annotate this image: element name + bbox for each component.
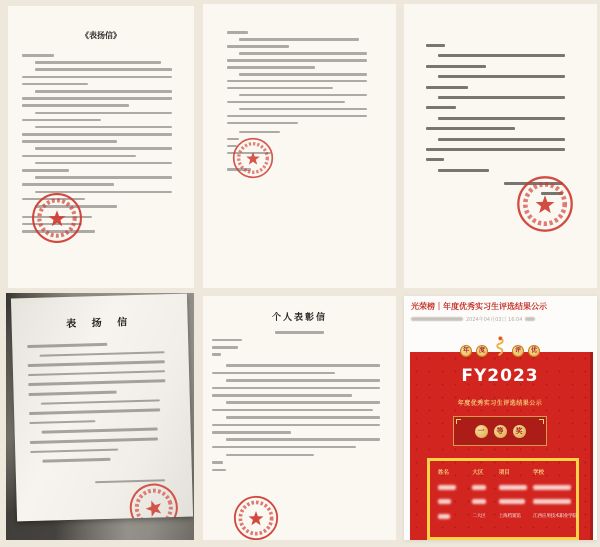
redacted-text-line (239, 73, 367, 76)
redacted-text-line (226, 416, 380, 419)
redacted-table-cell (438, 485, 456, 490)
article-header (404, 296, 597, 323)
medal-icon: 等 (494, 425, 507, 438)
redacted-text-line (426, 44, 445, 47)
redacted-text-line (226, 454, 314, 457)
redacted-text-line (226, 401, 380, 404)
company-seal-icon (516, 175, 574, 233)
poster-badge-row (410, 345, 590, 357)
article-date: 2024年04月03日 16:04 (466, 316, 523, 323)
first-prize-banner (453, 416, 547, 446)
table-header: 大区 (472, 470, 484, 476)
redacted-text-line (227, 122, 298, 125)
redacted-table-cell (533, 499, 571, 504)
redacted-text-line (22, 97, 172, 100)
redacted-text-line (41, 428, 158, 434)
redacted-text-line (227, 80, 367, 83)
redacted-text-line (212, 387, 380, 390)
redacted-text-line (212, 446, 356, 449)
table-header: 项目 (498, 470, 510, 476)
redacted-text-line (227, 66, 315, 69)
medal-icon: 奖 (513, 425, 526, 438)
letter-paper (8, 6, 194, 288)
letter4-body-redacted (12, 341, 192, 486)
redacted-table-cell (438, 514, 450, 519)
company-seal-icon (31, 192, 83, 244)
redacted-text-line (227, 31, 248, 34)
redacted-text-line (438, 117, 565, 120)
redacted-text-line (426, 106, 456, 109)
redacted-text-line (22, 54, 54, 57)
dragon-icon (492, 335, 508, 357)
redacted-table-cell (472, 499, 486, 504)
redacted-text-line (212, 424, 380, 427)
redacted-text-line (212, 346, 238, 349)
redacted-text-line (239, 52, 367, 55)
redacted-text-line (239, 131, 280, 134)
redacted-table-cell (499, 485, 527, 490)
redacted-text-line (438, 96, 565, 99)
redacted-text-line (22, 169, 69, 172)
redacted-text-line (227, 115, 367, 118)
redacted-text-line (226, 379, 380, 382)
redacted-text-line (41, 399, 161, 405)
redacted-text-line (29, 409, 160, 415)
redacted-text-line (29, 391, 117, 396)
redacted-text-line (35, 112, 172, 115)
redacted-text-line (426, 158, 444, 161)
redacted-text-line (212, 394, 352, 397)
redacted-text-line (227, 101, 345, 104)
redacted-text-line (35, 126, 172, 129)
redacted-text-line (28, 360, 165, 366)
fiscal-year-heading: FY2023 (461, 366, 539, 386)
redacted-text-line (212, 431, 291, 434)
redacted-text-line (27, 343, 107, 348)
redacted-text-line (22, 119, 101, 122)
letter3-body-redacted (404, 44, 597, 195)
redacted-text-line (35, 61, 161, 64)
redacted-text-line (438, 75, 565, 78)
article-meta (411, 316, 590, 323)
redacted-text-line (212, 339, 242, 342)
poster-badge: 度 (476, 345, 488, 357)
redacted-table-cell (472, 485, 486, 490)
company-seal-icon (232, 137, 274, 179)
redacted-text-line (35, 90, 172, 93)
redacted-table-cell (533, 485, 571, 490)
poster-badge: 年 (460, 345, 472, 357)
redacted-text-line (30, 448, 118, 453)
letter5-body-redacted (203, 331, 396, 471)
letter-image-2[interactable] (203, 4, 396, 288)
redacted-text-line (426, 86, 468, 89)
redacted-text-line (438, 138, 565, 141)
winners-table (430, 461, 576, 519)
table-header: 姓名 (438, 470, 450, 476)
table-cell: 上海档案馆 (498, 514, 521, 519)
redacted-text-line (438, 54, 565, 57)
redacted-text-line (239, 108, 367, 111)
redacted-text-line (35, 176, 172, 179)
honor-roll-article-image[interactable] (404, 296, 597, 540)
redacted-text-line (212, 372, 335, 375)
table-cell: 二大区 (472, 514, 486, 519)
company-seal-icon (233, 495, 279, 540)
redacted-text-line (22, 133, 172, 136)
poster-badge: 优 (528, 345, 540, 357)
letter-paper-photo (11, 294, 193, 522)
article-title: 光荣榜｜年度优秀实习生评选结果公示 (411, 302, 547, 311)
letter-paper (203, 296, 396, 540)
redacted-text-line (212, 409, 373, 412)
poster-subtitle: 年度优秀实习生评选结果公示 (457, 400, 543, 407)
redacted-text-line (30, 437, 158, 443)
redacted-text-line (28, 380, 165, 386)
redacted-text-line (227, 59, 367, 62)
letter-image-3[interactable] (404, 4, 597, 288)
letter4-title: 表 扬 信 (66, 317, 134, 330)
redacted-text-line (226, 438, 380, 441)
redacted-text-line (22, 104, 129, 107)
redacted-text-line (22, 76, 172, 79)
redacted-text-line (22, 155, 136, 158)
redacted-text-line (29, 420, 95, 424)
winners-table-box (427, 458, 579, 540)
letter-photo-image[interactable] (6, 293, 194, 540)
table-header: 学校 (533, 470, 545, 476)
letter-paper (203, 4, 396, 288)
redacted-text-line (212, 469, 226, 472)
redacted-text-line (22, 83, 88, 86)
redacted-text-line (426, 127, 515, 130)
table-cell: 江西应用技术职业学院 (533, 514, 577, 519)
poster-badge: 评 (512, 345, 524, 357)
redacted-table-cell (438, 499, 451, 504)
redacted-text-line (39, 351, 165, 357)
redacted-text-line (35, 147, 172, 150)
letter1-title: 《表扬信》 (81, 31, 121, 40)
redacted-text-line (239, 38, 360, 41)
redacted-text-line (212, 353, 221, 356)
redacted-text-line (28, 370, 165, 376)
letter5-title: 个人表彰信 (271, 313, 327, 323)
redacted-text-line (275, 331, 324, 334)
redacted-account-name (411, 317, 463, 321)
redacted-text-line (22, 183, 114, 186)
fy2023-poster (410, 347, 593, 540)
redacted-text-line (35, 68, 172, 71)
redacted-text-line (426, 65, 486, 68)
redacted-location (525, 317, 535, 321)
redacted-text-line (227, 45, 289, 48)
redacted-text-line (239, 94, 367, 97)
redacted-text-line (212, 461, 223, 464)
redacted-text-line (438, 169, 489, 172)
redacted-text-line (22, 140, 117, 143)
letter-image-1[interactable] (8, 6, 194, 288)
redacted-text-line (42, 458, 111, 463)
redacted-text-line (35, 162, 172, 165)
redacted-text-line (226, 364, 380, 367)
redacted-text-line (426, 148, 565, 151)
letter-image-5[interactable] (203, 296, 396, 540)
letter-paper (404, 4, 597, 288)
redacted-table-cell (499, 499, 525, 504)
medal-icon: 一 (475, 425, 488, 438)
redacted-text-line (227, 87, 333, 90)
